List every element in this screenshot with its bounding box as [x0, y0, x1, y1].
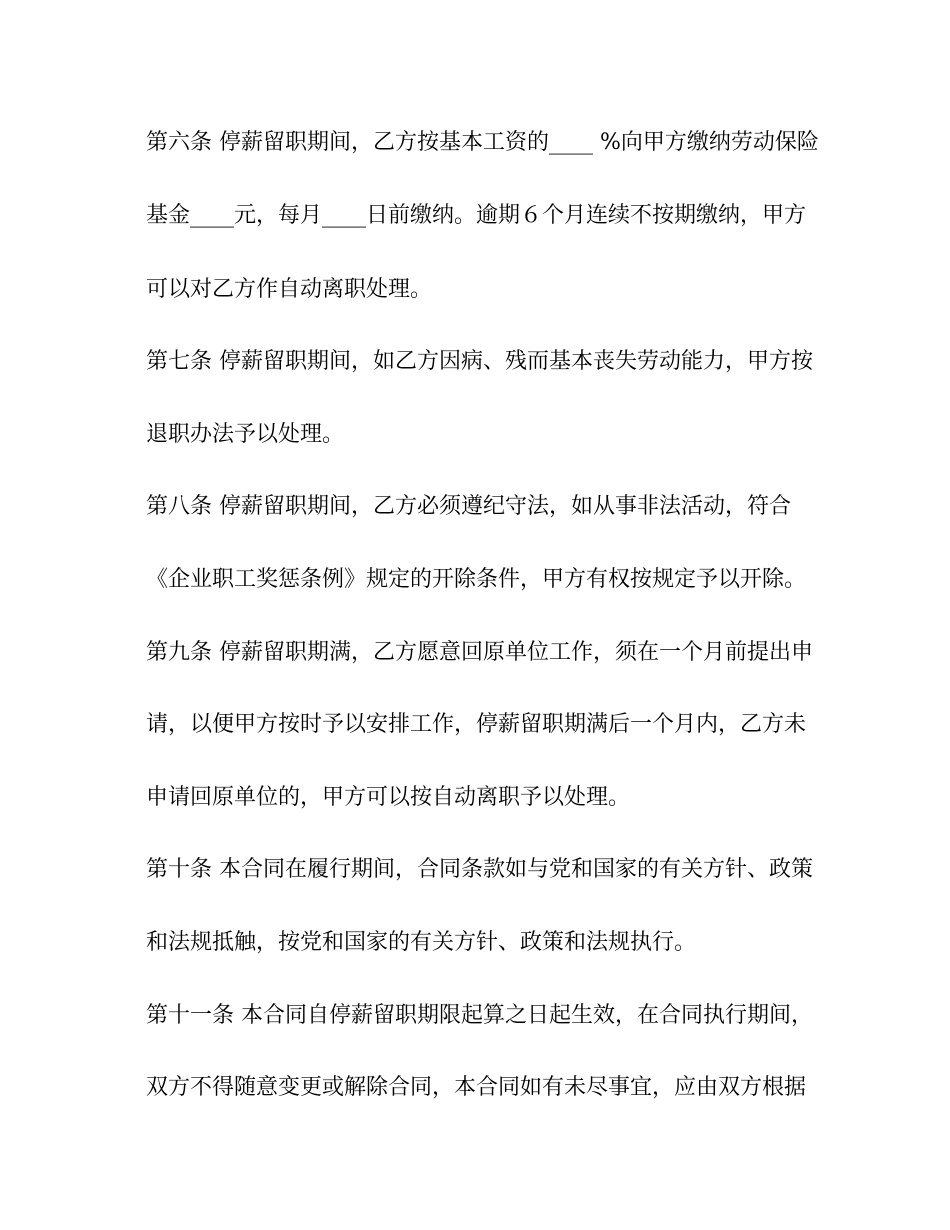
- text-line: 请，以便甲方按时予以安排工作，停薪留职期满后一个月内，乙方未: [146, 712, 807, 737]
- text-line: 第七条 停薪留职期间，如乙方因病、残而基本丧失劳动能力，甲方按: [146, 349, 813, 374]
- text-line: 退职办法予以处理。: [146, 422, 345, 447]
- text-line: 双方不得随意变更或解除合同，本合同如有未尽事宜，应由双方根据: [146, 1075, 807, 1100]
- text-line: 《企业职工奖惩条例》规定的开除条件，甲方有权按规定予以开除。: [146, 567, 807, 592]
- text-line: 第八条 停薪留职期间，乙方必须遵纪守法，如从事非法活动，符合: [146, 494, 791, 519]
- text-line: 可以对乙方作自动离职处理。: [146, 277, 433, 302]
- text-line: 第九条 停薪留职期满，乙方愿意回原单位工作，须在一个月前提出申: [146, 640, 813, 665]
- text-line: 和法规抵触，按党和国家的有关方针、政策和法规执行。: [146, 930, 697, 955]
- text-line: 第十条 本合同在履行期间，合同条款如与党和国家的有关方针、政策: [146, 857, 813, 882]
- text-line: 第六条 停薪留职期间，乙方按基本工资的____ %向甲方缴纳劳动保险: [146, 130, 819, 155]
- text-line: 申请回原单位的，甲方可以按自动离职予以处理。: [146, 785, 631, 810]
- text-line: 第十一条 本合同自停薪留职期限起算之日起生效，在合同执行期间，: [146, 1003, 813, 1028]
- text-line: 基金____元，每月____日前缴纳。逾期６个月连续不按期缴纳，甲方: [146, 203, 807, 228]
